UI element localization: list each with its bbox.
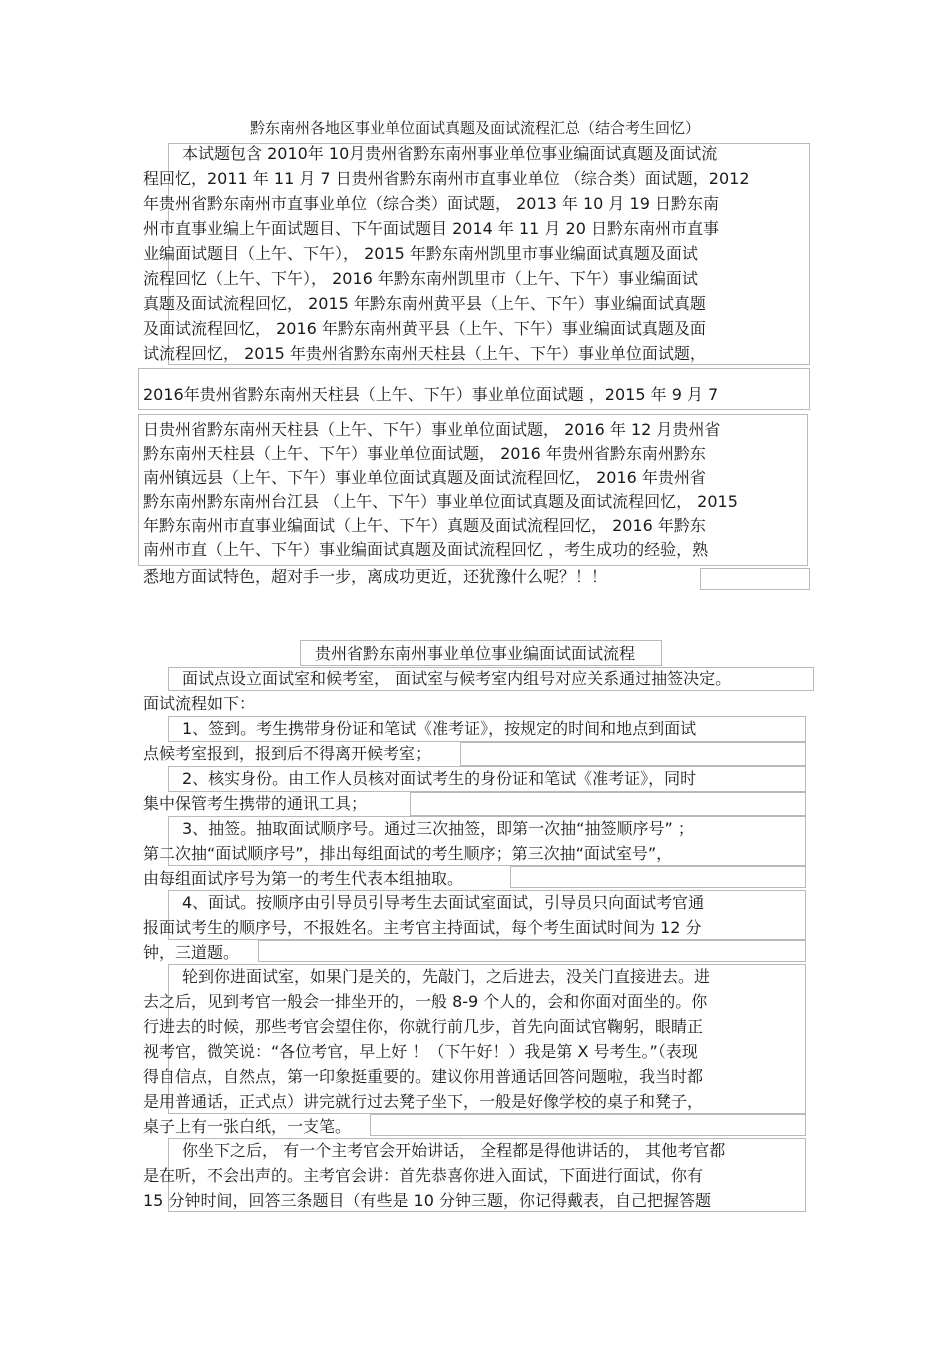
text-line: 是用普通话，正式点）讲完就行过去凳子坐下，一般是好像学校的桌子和凳子， xyxy=(143,1092,704,1111)
text-line: 由每组面试序号为第一的考生代表本组抽取。 xyxy=(143,869,464,888)
text-line: 日贵州省黔东南州天柱县（上午、下午）事业单位面试题， 2016 年 12 月贵州省 xyxy=(143,420,721,439)
text-line: 3、抽签。抽取面试顺序号。通过三次抽签，即第一次抽“抽签顺序号” ； xyxy=(182,819,694,838)
text-line: 面试流程如下： xyxy=(143,694,256,713)
text-line: 你坐下之后， 有一个主考官会开始讲话， 全程都是得他讲话的， 其他考官都 xyxy=(182,1141,726,1160)
text-line: 视考官，微笑说：“各位考官，早上好 ！（下午好！）我是第 X 号考生。”（表现 xyxy=(143,1042,698,1061)
text-line: 南州市直（上午、下午）事业编面试真题及面试流程回忆 ，考生成功的经验，熟 xyxy=(143,540,709,559)
text-line: 年贵州省黔东南州市直事业单位（综合类）面试题， 2013 年 10 月 19 日黔东南 xyxy=(143,194,719,213)
text-line: 2、核实身份。由工作人员核对面试考生的身份证和笔试《准考证》，同时 xyxy=(182,769,697,788)
text-line: 业编面试题目（上午、下午）， 2015 年黔东南州凯里市事业编面试真题及面试 xyxy=(143,244,698,263)
text-line: 面试点设立面试室和候考室， 面试室与候考室内组号对应关系通过抽签决定。 xyxy=(182,669,732,688)
text-frame xyxy=(460,742,806,766)
text-frame xyxy=(370,1114,806,1136)
text-line: 集中保管考生携带的通讯工具； xyxy=(143,794,368,813)
text-line: 桌子上有一张白纸，一支笔。 xyxy=(143,1117,352,1136)
text-line: 本试题包含 2010年 10月贵州省黔东南州事业单位事业编面试真题及面试流 xyxy=(182,144,718,163)
text-frame xyxy=(700,568,810,590)
document-title: 黔东南州各地区事业单位面试真题及面试流程汇总（结合考生回忆） xyxy=(249,119,700,137)
text-line: 点候考室报到，报到后不得离开候考室； xyxy=(143,744,432,763)
text-frame xyxy=(410,792,806,816)
text-line: 1、签到。考生携带身份证和笔试《准考证》，按规定的时间和地点到面试 xyxy=(182,719,697,738)
text-line: 试流程回忆， 2015 年贵州省黔东南州天柱县（上午、下午）事业单位面试题， xyxy=(143,344,706,363)
text-line: 15 分钟时间，回答三条题目（有些是 10 分钟三题，你记得戴表，自己把握答题 xyxy=(143,1191,711,1210)
text-line: 真题及面试流程回忆， 2015 年黔东南州黄平县（上午、下午）事业编面试真题 xyxy=(143,294,706,313)
text-frame xyxy=(258,940,806,962)
text-line: 南州镇远县（上午、下午）事业单位面试真题及面试流程回忆， 2016 年贵州省 xyxy=(143,468,706,487)
text-frame xyxy=(510,866,806,888)
text-line: 行进去的时候，那些考官会望住你，你就行前几步，首先向面试官鞠躬，眼睛正 xyxy=(143,1017,704,1036)
text-line: 黔东南州黔东南州台江县 （上午、下午）事业单位面试真题及面试流程回忆， 2015 xyxy=(143,492,738,511)
text-line: 去之后，见到考官一般会一排坐开的，一般 8-9 个人的，会和你面对面坐的。你 xyxy=(143,992,708,1011)
text-line: 是在听，不会出声的。主考官会讲：首先恭喜你进入面试，下面进行面试，你有 xyxy=(143,1166,704,1185)
text-line: 轮到你进面试室，如果门是关的，先敲门，之后进去，没关门直接进去。进 xyxy=(182,967,711,986)
text-line: 报面试考生的顺序号，不报姓名。主考官主持面试，每个考生面试时间为 12 分 xyxy=(143,918,702,937)
text-line: 州市直事业编上午面试题目、下午面试题目 2014 年 11 月 20 日黔东南州市直事 xyxy=(143,219,719,238)
text-line: 钟，三道题。 xyxy=(143,943,240,962)
text-line: 流程回忆（上午、下午）， 2016 年黔东南州凯里市（上午、下午）事业编面试 xyxy=(143,269,698,288)
text-line: 4、面试。按顺序由引导员引导考生去面试室面试，引导员只向面试考官通 xyxy=(182,893,705,912)
text-line: 程回忆，2011 年 11 月 7 日贵州省黔东南州市直事业单位 （综合类）面试题，2012 xyxy=(143,169,750,188)
text-line: 第二次抽“面试顺序号”，排出每组面试的考生顺序；第三次抽“面试室号”， xyxy=(143,844,673,863)
text-line: 及面试流程回忆， 2016 年黔东南州黄平县（上午、下午）事业编面试真题及面 xyxy=(143,319,706,338)
text-line: 年黔东南州市直事业编面试（上午、下午）真题及面试流程回忆， 2016 年黔东 xyxy=(143,516,706,535)
text-line: 得自信点，自然点，第一印象挺重要的。建议你用普通话回答问题啦，我当时都 xyxy=(143,1067,704,1086)
text-line: 2016年贵州省黔东南州天柱县（上午、下午）事业单位面试题 ，2015 年 9 月 7 xyxy=(143,385,719,404)
text-line: 黔东南州天柱县（上午、下午）事业单位面试题， 2016 年贵州省黔东南州黔东 xyxy=(143,444,706,463)
section-title: 贵州省黔东南州事业单位事业编面试面试流程 xyxy=(314,644,635,663)
text-line: 悉地方面试特色，超对手一步，离成功更近，还犹豫什么呢？！！ xyxy=(143,567,608,586)
